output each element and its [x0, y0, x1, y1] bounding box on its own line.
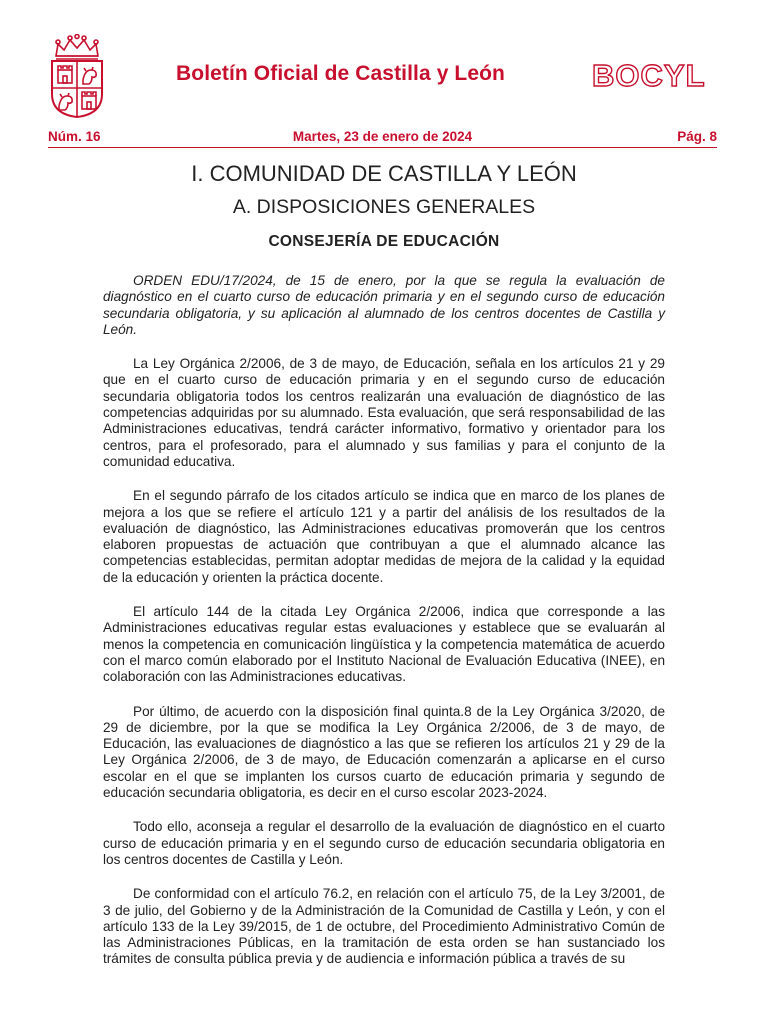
order-title: ORDEN EDU/17/2024, de 15 de enero, por la que se regula la evaluación de diagnóstico en el cuarto curso de educación primaria y en el segundo curso de educación secundaria obligatoria, y su aplicación al alumnado de los centros docentes de Castilla y León.	[103, 273, 665, 337]
paragraph: En el segundo párrafo de los citados artículo se indica que en marco de los planes de mejora a los que se refiere el artículo 121 y a partir del análisis de los resultados de la evaluación de diagnóstico, las Administraciones educativas promoverán que los centros elaboren propuestas de actuación que contribuyan a que el alumnado alcance las competencias establecidas, permitan adoptar medidas de mejora de la calidad y la equidad de la educación y orienten la práctica docente.	[103, 488, 665, 585]
document-body	[103, 273, 665, 986]
paragraph: El artículo 144 de la citada Ley Orgánica 2/2006, indica que corresponde a las Administraciones educativas regular estas evaluaciones y establece que se evaluarán al menos la competencia en comunicación lingüística y la competencia matemática de acuerdo con el marco común elaborado por el Instituto Nacional de Evaluación Educativa (INEE), en colaboración con las Administraciones educativas.	[103, 604, 665, 685]
paragraph: De conformidad con el artículo 76.2, en relación con el artículo 75, de la Ley 3/2001, de 3 de julio, del Gobierno y de la Administración de la Comunidad de Castilla y León, y con el artículo 133 de la Ley 39/2015, de 1 de octubre, del Procedimiento Administrativo Común de las Administraciones Públicas, en la tramitación de esta orden se han sustanciado los trámites de consulta pública previa y de audiencia e información pública a través de su	[103, 886, 665, 967]
paragraph: Por último, de acuerdo con la disposición final quinta.8 de la Ley Orgánica 3/2020, de 29 de diciembre, por la que se modifica la Ley Orgánica 2/2006, de 3 de mayo, de Educación, las evaluaciones de diagnóstico a las que se refieren los artículos 21 y 29 de la Ley Orgánica 2/2006, de 3 de mayo, de Educación comenzarán a aplicarse en el curso escolar en el que se implanten los cursos cuarto de educación primaria y segundo de educación secundaria obligatoria, es decir en el curso escolar 2023-2024.	[103, 703, 665, 801]
issue-bar	[48, 128, 717, 148]
paragraph: La Ley Orgánica 2/2006, de 3 de mayo, de Educación, señala en los artículos 21 y 29 que en el cuarto curso de educación primaria y en el segundo curso de educación secundaria obligatoria todos los centros realizarán una evaluación de diagnóstico de las competencias adquiridas por su alumnado. Esta evaluación, que será responsabilidad de las Administraciones educativas, tendrá carácter informativo, formativo y orientador para los centros, para el profesorado, para el alumnado y sus familias y para el conjunto de la comunidad educativa.	[103, 356, 665, 469]
journal-title: Boletín Oficial de Castilla y León	[176, 62, 505, 85]
paragraph: Todo ello, aconseja a regular el desarrollo de la evaluación de diagnóstico en el cuarto curso de educación primaria y en el segundo curso de educación secundaria obligatoria en los centros docentes de Castilla y León.	[103, 819, 665, 867]
page-header	[0, 0, 768, 150]
issue-date: Martes, 23 de enero de 2024	[292, 129, 473, 144]
coat-of-arms-icon	[48, 34, 106, 118]
page-number: Pág. 8	[677, 129, 717, 144]
section-heading-1: I. COMUNIDAD DE CASTILLA Y LEÓN	[191, 161, 577, 186]
department-heading: CONSEJERÍA DE EDUCACIÓN	[268, 233, 500, 250]
section-heading-2: A. DISPOSICIONES GENERALES	[232, 196, 536, 218]
svg-text:BOCYL: BOCYL	[592, 58, 706, 93]
issue-number: Núm. 16	[48, 129, 101, 144]
bocyl-logo	[590, 58, 720, 94]
